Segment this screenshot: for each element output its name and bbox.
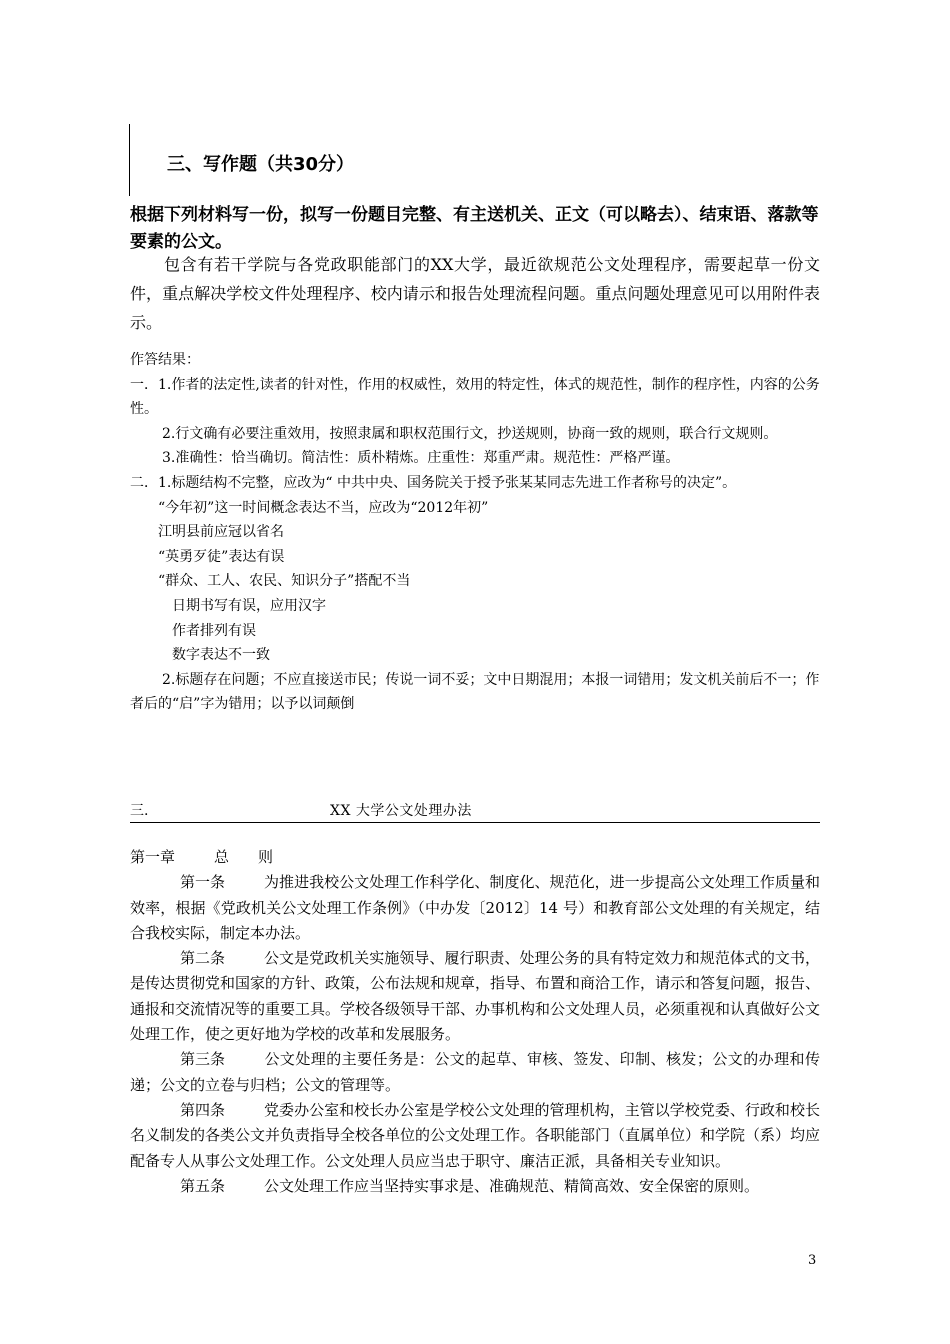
chapter-label: 第一章 bbox=[130, 848, 176, 866]
article-text: 公文处理工作应当坚持实事求是、准确规范、精简高效、安全保密的原则。 bbox=[264, 1176, 760, 1195]
chapter-heading bbox=[130, 845, 820, 870]
article-number: 第五条 bbox=[180, 1176, 226, 1195]
answer-2-fix-4: “群众、工人、农民、知识分子”搭配不当 bbox=[158, 573, 411, 590]
article-2 bbox=[130, 946, 820, 1047]
chapter-word-2: 则 bbox=[258, 848, 274, 866]
answer-1-2: 2.行文确有必要注重效用，按照隶属和职权范围行文，抄送规则，协商一致的规则，联合行文规则。 bbox=[162, 425, 778, 442]
answer-3-doc-title: XX 大学公文处理办法 bbox=[330, 803, 472, 819]
article-number: 第一条 bbox=[180, 873, 226, 892]
answer-2-fix-1: “今年初”这一时间概念表达不当，应改为“2012年初” bbox=[158, 499, 489, 516]
answers-heading: 作答结果： bbox=[130, 352, 200, 368]
question-material: 包含有若干学院与各党政职能部门的XX大学，最近欲规范公文处理程序，需要起草一份文件，重点解决学校文件处理程序、校内请示和报告处理流程问题。重点问题处理意见可以用附件表示。 bbox=[130, 255, 820, 332]
answer-3-heading bbox=[130, 800, 820, 823]
article-text: 公文是党政机关实施领导、履行职责、处理公务的具有特定效力和规范体式的文书，是传达贯彻党和国家的方针、政策，公布法规和规章，指导、布置和商洽工作，请示和答复问题，报告、通报和交流情况等的重要工具。学校各级领导干部、办事机构和公文处理人员，必须重视和认真做好公文处理工作，使之更好地为学校的改革和发展服务。 bbox=[130, 949, 821, 1044]
article-number: 第二条 bbox=[180, 949, 226, 968]
answer-2-fix-3: “英勇歹徒”表达有误 bbox=[158, 548, 285, 565]
article-3 bbox=[130, 1047, 820, 1098]
margin-change-bar bbox=[129, 124, 130, 196]
answer-2-fix-5: 日期书写有误，应用汉字 bbox=[172, 597, 326, 614]
answer-2-1: 二．1.标题结构不完整，应改为“ 中共中央、国务院关于授予张某某同志先进工作者称号的决定”。 bbox=[130, 474, 737, 491]
question-instruction: 根据下列材料写一份，拟写一份题目完整、有主送机关、正文（可以略去）、结束语、落款等要素的公文。 bbox=[130, 205, 819, 252]
answer-3-number: 三. bbox=[130, 803, 149, 819]
article-text: 公文处理的主要任务是：公文的起草、审核、签发、印制、核发；公文的办理和传递；公文的立卷与归档；公文的管理等。 bbox=[130, 1050, 820, 1094]
page-number: 3 bbox=[808, 1253, 817, 1268]
answer-1-3: 3.准确性：恰当确切。简洁性：质朴精炼。庄重性：郑重严肃。规范性：严格严谨。 bbox=[162, 450, 680, 467]
answer-2-fix-7: 数字表达不一致 bbox=[172, 647, 270, 664]
article-text: 党委办公室和校长办公室是学校公文处理的管理机构，主管以学校党委、行政和校长名义制发的各类公文并负责指导全校各单位的公文处理工作。各职能部门（直属单位）和学院（系）均应配备专人从事公文处理工作。公文处理人员应当忠于职守、廉洁正派，具备相关专业知识。 bbox=[130, 1100, 821, 1170]
section-title: 三、写作题（共30分） bbox=[167, 154, 355, 175]
answer-2-fix-2: 江明县前应冠以省名 bbox=[158, 524, 284, 541]
chapter-word-1: 总 bbox=[214, 848, 230, 866]
document-body bbox=[130, 845, 820, 1199]
article-number: 第四条 bbox=[180, 1100, 226, 1119]
article-1 bbox=[130, 870, 820, 946]
answer-2-2: 2.标题存在问题；不应直接送市民；传说一词不妥；文中日期混用；本报一词错用；发文机关前后不一；作者后的“启”字为错用；以予以词颠倒 bbox=[130, 671, 820, 713]
answer-1-1: 一．1.作者的法定性,读者的针对性，作用的权威性，效用的特定性，体式的规范性，制作的程序性，内容的公务性。 bbox=[130, 376, 820, 418]
article-number: 第三条 bbox=[180, 1050, 226, 1069]
article-4 bbox=[130, 1098, 820, 1174]
answer-2-fix-6: 作者排列有误 bbox=[172, 622, 256, 639]
article-text: 为推进我校公文处理工作科学化、制度化、规范化，进一步提高公文处理工作质量和效率，根据《党政机关公文处理工作条例》（中办发〔2012〕14 号）和教育部公文处理的有关规定，结合我校实际，制定本办法。 bbox=[130, 873, 820, 942]
answers-section bbox=[130, 348, 820, 717]
article-5 bbox=[130, 1174, 820, 1199]
